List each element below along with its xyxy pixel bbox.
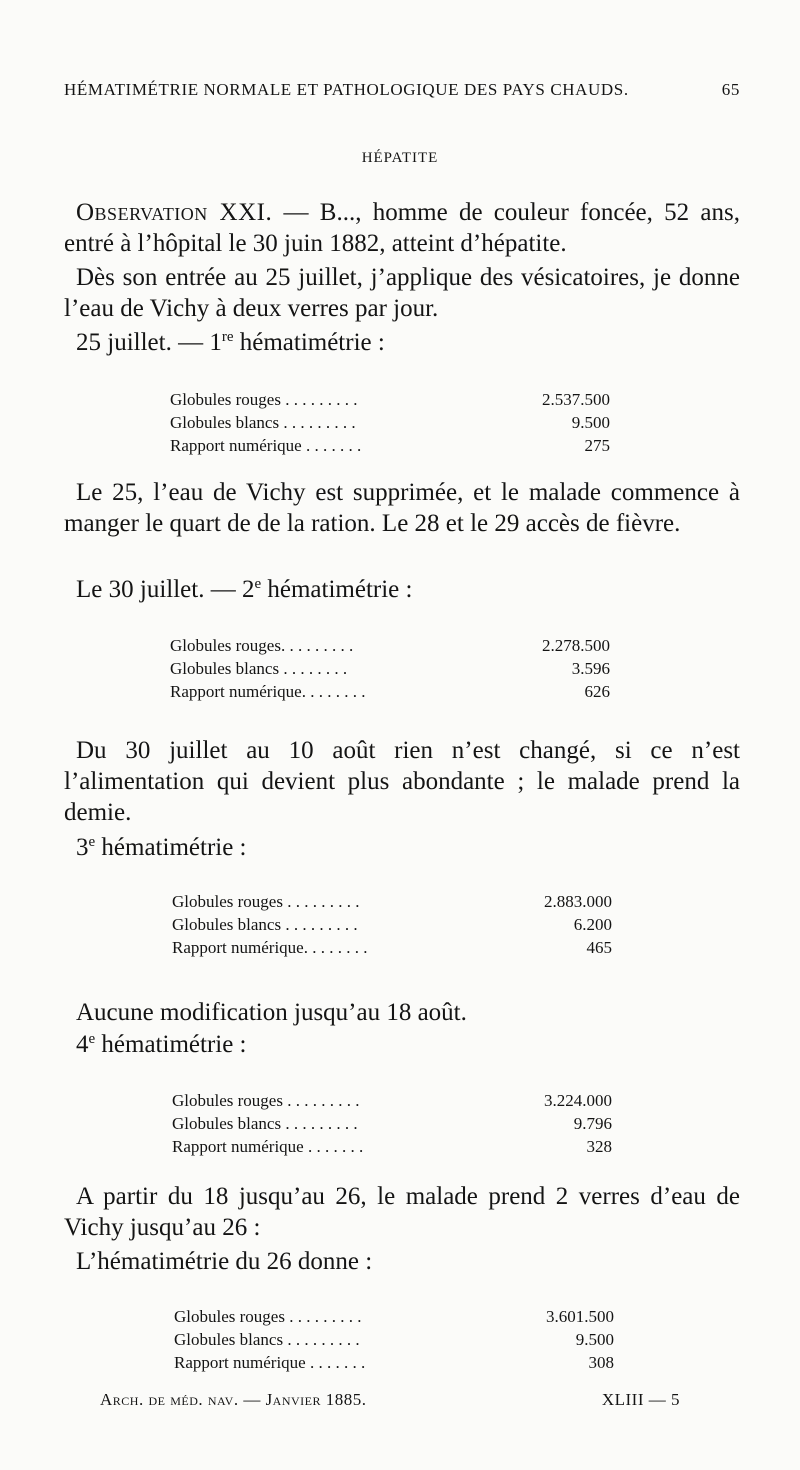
page-number: 65	[721, 80, 740, 99]
table-row	[172, 936, 612, 959]
row-label: Globules rouges . . . . . . . . .	[172, 892, 360, 911]
measure-4-heading	[64, 1029, 740, 1060]
measure-3-number: 3	[76, 834, 89, 861]
measure-4-ordinal: e	[88, 1031, 96, 1047]
measure-4-number: 4	[76, 1031, 89, 1058]
measure-3-ordinal: e	[88, 834, 96, 850]
measure-2-ordinal: e	[254, 576, 262, 592]
row-label: Globules blancs . . . . . . . . .	[172, 915, 358, 934]
row-value: 9.500	[571, 413, 610, 432]
measure-table-5	[174, 1305, 614, 1374]
measure-table-4	[172, 1089, 612, 1158]
paragraph-aucune	[64, 997, 740, 1028]
measure-1-ordinal: re	[221, 329, 234, 345]
table-row	[170, 634, 610, 657]
measure-1-date: 25 juillet. — 1	[76, 329, 222, 356]
row-value: 3.224.000	[544, 1091, 612, 1110]
paragraph-25	[64, 477, 740, 539]
table-row	[172, 1089, 612, 1112]
table-row	[174, 1351, 614, 1374]
row-label: Globules blancs . . . . . . . . .	[174, 1330, 360, 1349]
paragraph-30	[64, 735, 740, 828]
measure-2-date: Le 30 juillet. — 2	[76, 576, 255, 603]
row-label: Rapport numérique . . . . . . .	[172, 1137, 364, 1156]
paragraph-aucune-text: Aucune modification jusqu’au 18 août.	[76, 999, 467, 1026]
row-value: 465	[586, 938, 612, 957]
signature-mark: XLIII — 5	[601, 1390, 680, 1409]
paragraph-25-text: Le 25, l’eau de Vichy est supprimée, et le malade commence à manger le quart de de la ration. Le 28 et le 29 accès de fièvre.	[64, 479, 740, 537]
row-label: Globules rouges . . . . . . . . .	[170, 390, 358, 409]
row-value: 275	[584, 436, 610, 455]
measure-1-label: hématimétrie :	[233, 329, 385, 356]
row-value: 3.601.500	[546, 1307, 614, 1326]
table-row	[170, 388, 610, 411]
measure-table-1	[170, 388, 610, 457]
row-value: 308	[588, 1353, 614, 1372]
row-label: Globules blancs . . . . . . . .	[170, 659, 348, 678]
section-title: HÉPATITE	[361, 150, 439, 166]
measure-table-2	[170, 634, 610, 703]
row-label: Rapport numérique. . . . . . . .	[170, 682, 366, 701]
measure-1-heading	[64, 327, 740, 358]
measure-2-heading	[64, 574, 740, 605]
row-label: Globules blancs . . . . . . . . .	[172, 1114, 358, 1133]
row-label: Globules rouges . . . . . . . . .	[172, 1091, 360, 1110]
table-row	[170, 657, 610, 680]
measure-3-label: hématimétrie :	[95, 834, 247, 861]
measure-table-3	[172, 890, 612, 959]
paragraph-18	[64, 1181, 740, 1243]
row-value: 9.500	[575, 1330, 614, 1349]
row-label: Globules rouges. . . . . . . . .	[170, 636, 354, 655]
paragraph-26	[64, 1246, 740, 1277]
row-value: 328	[586, 1137, 612, 1156]
table-row	[174, 1305, 614, 1328]
observation-paragraph	[64, 197, 740, 259]
row-label: Globules blancs . . . . . . . . .	[170, 413, 356, 432]
row-label: Rapport numérique . . . . . . .	[174, 1353, 366, 1372]
measure-3-heading	[64, 832, 740, 863]
entry-paragraph	[64, 262, 740, 324]
row-value: 3.596	[571, 659, 610, 678]
paragraph-26-text: L’hématimétrie du 26 donne :	[76, 1248, 373, 1275]
table-row	[170, 411, 610, 434]
row-label: Globules rouges . . . . . . . . .	[174, 1307, 362, 1326]
row-value: 2.537.500	[542, 390, 610, 409]
row-value: 626	[584, 682, 610, 701]
row-label: Rapport numérique. . . . . . . .	[172, 938, 368, 957]
running-title: HÉMATIMÉTRIE NORMALE ET PATHOLOGIQUE DES PAYS CHAUDS.	[64, 80, 629, 99]
table-row	[172, 913, 612, 936]
table-row	[172, 1112, 612, 1135]
row-label: Rapport numérique . . . . . . .	[170, 436, 362, 455]
table-row	[172, 1135, 612, 1158]
entry-text: Dès son entrée au 25 juillet, j’applique des vésicatoires, je donne l’eau de Vichy à deux verres par jour.	[64, 264, 740, 322]
table-row	[170, 680, 610, 703]
table-row	[172, 890, 612, 913]
journal-citation: Arch. de méd. nav. — Janvier 1885.	[100, 1390, 367, 1409]
measure-4-label: hématimétrie :	[95, 1031, 247, 1058]
measure-2-label: hématimétrie :	[261, 576, 413, 603]
row-value: 2.278.500	[542, 636, 610, 655]
table-row	[170, 434, 610, 457]
table-row	[174, 1328, 614, 1351]
observation-text: — B..., homme de couleur foncée, 52 ans, entré à l’hôpital le 30 juin 1882, atteint d’hépatite.	[64, 199, 740, 257]
row-value: 9.796	[573, 1114, 612, 1133]
row-value: 2.883.000	[544, 892, 612, 911]
row-value: 6.200	[573, 915, 612, 934]
observation-label: Observation XXI.	[76, 199, 273, 226]
paragraph-18-text: A partir du 18 jusqu’au 26, le malade prend 2 verres d’eau de Vichy jusqu’au 26 :	[64, 1183, 740, 1241]
paragraph-30-text: Du 30 juillet au 10 août rien n’est changé, si ce n’est l’alimentation qui devient plus abondante ; le malade prend la demie.	[64, 737, 740, 826]
